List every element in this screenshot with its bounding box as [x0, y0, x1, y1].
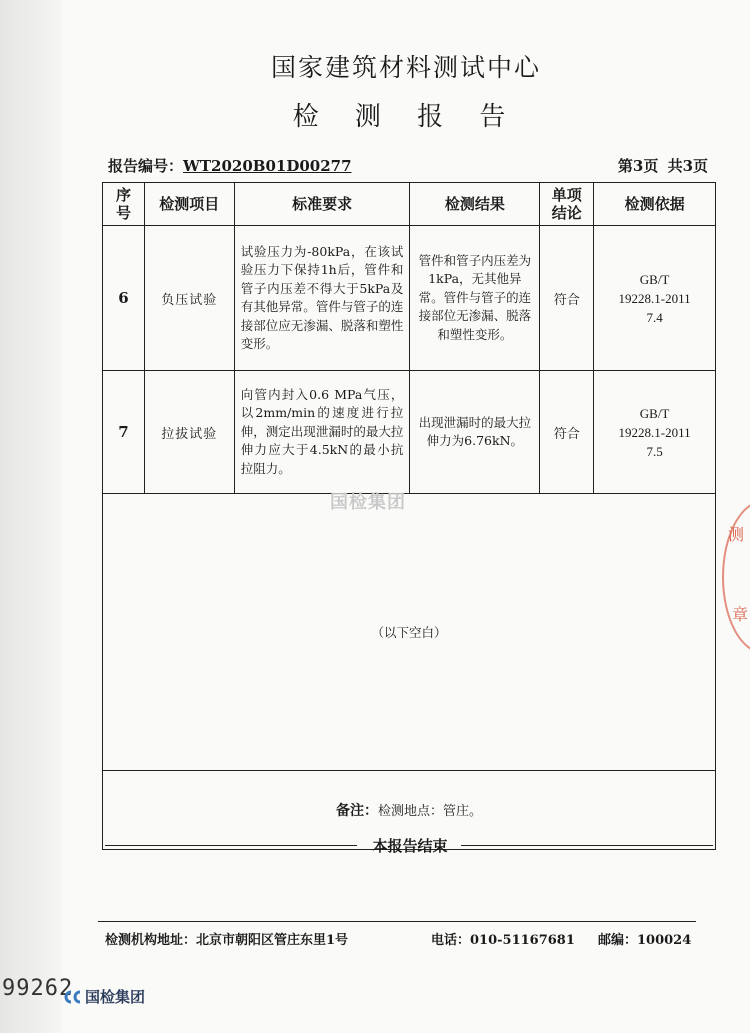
- header-no-line2: 号: [115, 204, 131, 222]
- basis-standard: GB/T: [639, 271, 670, 287]
- header-conclusion-line2: 结论: [551, 204, 582, 222]
- page-info: [614, 155, 708, 176]
- row-no: 7: [103, 371, 145, 494]
- header-result: 检测结果: [410, 183, 540, 226]
- header-no-line1: 序: [115, 186, 131, 204]
- basis-clause: 7.5: [646, 443, 663, 459]
- row-no: 6: [103, 226, 145, 371]
- binding-margin: [0, 0, 62, 1033]
- header-item: 检测项目: [144, 183, 234, 226]
- footer-address: 检测机构地址：北京市朝阳区管庄东里1号: [105, 933, 349, 948]
- page-number: 第3页: [617, 157, 659, 175]
- blank-area-row: [103, 494, 716, 771]
- table-header-row: [103, 183, 716, 226]
- remark-label: 备注：: [335, 803, 378, 819]
- row-result: 管件和管子内压差为1kPa，无其他异常。管件与管子的连接部位无渗漏、脱落和塑性变形。: [410, 226, 540, 371]
- row-item: 拉拔试验: [144, 371, 234, 494]
- end-rule-left: [105, 845, 357, 846]
- footer-divider: [98, 921, 696, 922]
- seal-char: 测: [728, 525, 745, 544]
- row-basis: [594, 371, 716, 494]
- header-no: [103, 183, 145, 226]
- basis-standard: GB/T: [639, 405, 670, 421]
- footer-phone: 电话：010-51167681: [431, 933, 575, 948]
- report-number-label: 报告编号：: [108, 157, 184, 175]
- header-basis: 检测依据: [594, 183, 716, 226]
- header-standard: 标准要求: [234, 183, 410, 226]
- footer: [105, 929, 692, 948]
- row-standard: 向管内封入0.6 MPa气压，以2mm/min的速度进行拉伸，测定出现泄漏时的最大拉伸力应大于4.5kN的最小抗拉阻力。: [234, 371, 410, 494]
- row-result: 出现泄漏时的最大拉伸力为6.76kN。: [410, 371, 540, 494]
- brand-logo: [62, 986, 145, 1007]
- test-results-table: [102, 182, 716, 850]
- table-row: [103, 371, 716, 494]
- footer-zip: 邮编：100024: [598, 933, 692, 948]
- end-rule-right: [461, 845, 713, 846]
- cc-logo-icon: [62, 990, 82, 1004]
- report-number-value: WT2020B01D00277: [183, 157, 352, 175]
- page-total: 共3页: [667, 157, 708, 175]
- watermark: 国检集团: [330, 492, 406, 513]
- row-conclusion: 符合: [540, 226, 594, 371]
- seal-char: 章: [732, 605, 749, 624]
- basis-clause: 7.4: [646, 309, 663, 325]
- row-basis: [594, 226, 716, 371]
- org-title: 国家建筑材料测试中心: [270, 53, 541, 82]
- basis-number: 19228.1-2011: [618, 290, 691, 306]
- header-conclusion-line1: 单项: [551, 186, 582, 204]
- basis-number: 19228.1-2011: [618, 424, 691, 440]
- row-item: 负压试验: [144, 226, 234, 371]
- header-conclusion: [540, 183, 594, 226]
- row-conclusion: 符合: [540, 371, 594, 494]
- table-row: [103, 226, 716, 371]
- margin-serial-number: 99262: [2, 976, 74, 1001]
- remark-text: 检测地点：管庄。: [377, 804, 482, 819]
- document-title: 检 测 报 告: [292, 102, 520, 132]
- report-number: [108, 155, 352, 176]
- end-of-report: 本报告结束: [372, 837, 448, 855]
- row-standard: 试验压力为-80kPa，在该试验压力下保持1h后，管件和管子内压差不得大于5kPa及有其他异常。管件与管子的连接部位应无渗漏、脱落和塑性变形。: [234, 226, 410, 371]
- blank-note: （以下空白）: [103, 494, 716, 771]
- logo-text: 国检集团: [85, 988, 146, 1006]
